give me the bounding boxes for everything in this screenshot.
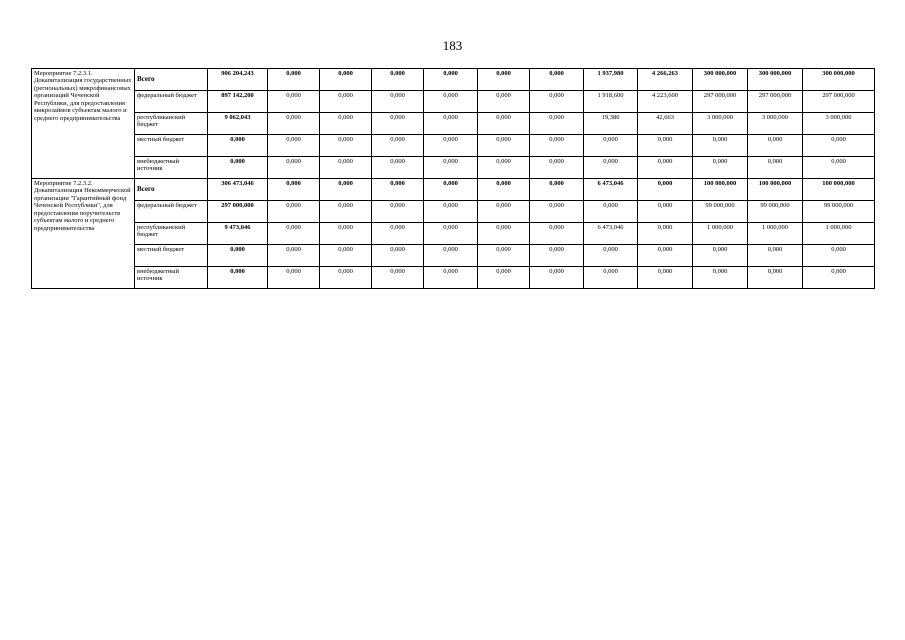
value-cell: 0,000 — [638, 201, 693, 223]
value-cell: 0,000 — [748, 135, 803, 157]
total-value-cell: 906 204,243 — [208, 69, 268, 91]
funding-source-cell: республиканский бюджет — [135, 113, 208, 135]
value-cell: 0,000 — [638, 245, 693, 267]
value-cell: 0,000 — [478, 201, 530, 223]
value-cell: 0,000 — [372, 113, 424, 135]
value-cell: 0,000 — [320, 179, 372, 201]
funding-source-cell: Всего — [135, 69, 208, 91]
value-cell: 0,000 — [268, 135, 320, 157]
value-cell: 0,000 — [320, 69, 372, 91]
value-cell: 1 937,980 — [584, 69, 638, 91]
value-cell: 0,000 — [424, 245, 478, 267]
value-cell: 0,000 — [372, 135, 424, 157]
table-row — [32, 201, 875, 223]
value-cell: 99 000,000 — [803, 201, 875, 223]
table-row — [32, 267, 875, 289]
value-cell: 1 918,600 — [584, 91, 638, 113]
value-cell: 0,000 — [268, 201, 320, 223]
value-cell: 0,000 — [530, 245, 584, 267]
value-cell: 0,000 — [478, 91, 530, 113]
value-cell: 100 000,000 — [803, 179, 875, 201]
value-cell: 0,000 — [478, 179, 530, 201]
value-cell: 0,000 — [748, 245, 803, 267]
total-value-cell: 9 473,046 — [208, 223, 268, 245]
value-cell: 0,000 — [320, 135, 372, 157]
value-cell: 6 473,046 — [584, 223, 638, 245]
value-cell: 0,000 — [424, 223, 478, 245]
value-cell: 0,000 — [748, 157, 803, 179]
value-cell: 0,000 — [372, 267, 424, 289]
table-body — [32, 69, 875, 289]
value-cell: 0,000 — [478, 113, 530, 135]
value-cell: 300 000,000 — [693, 69, 748, 91]
value-cell: 0,000 — [584, 201, 638, 223]
value-cell: 0,000 — [803, 245, 875, 267]
value-cell: 0,000 — [320, 223, 372, 245]
funding-source-cell: Всего — [135, 179, 208, 201]
value-cell: 297 000,000 — [803, 91, 875, 113]
value-cell: 0,000 — [584, 135, 638, 157]
value-cell: 0,000 — [372, 91, 424, 113]
value-cell: 99 000,000 — [693, 201, 748, 223]
value-cell: 0,000 — [584, 245, 638, 267]
value-cell: 0,000 — [803, 135, 875, 157]
value-cell: 19,380 — [584, 113, 638, 135]
value-cell: 0,000 — [693, 157, 748, 179]
value-cell: 0,000 — [424, 69, 478, 91]
value-cell: 0,000 — [478, 69, 530, 91]
value-cell: 0,000 — [584, 157, 638, 179]
total-value-cell: 0,000 — [208, 157, 268, 179]
value-cell: 0,000 — [693, 245, 748, 267]
funding-source-cell: внебюджетный источник — [135, 157, 208, 179]
table-row — [32, 69, 875, 91]
value-cell: 0,000 — [478, 223, 530, 245]
value-cell: 1 000,000 — [693, 223, 748, 245]
value-cell: 0,000 — [693, 267, 748, 289]
funding-source-cell: местный бюджет — [135, 135, 208, 157]
total-value-cell: 0,000 — [208, 267, 268, 289]
funding-source-cell: местный бюджет — [135, 245, 208, 267]
table-row — [32, 179, 875, 201]
value-cell: 4 266,263 — [638, 69, 693, 91]
funding-source-cell: федеральный бюджет — [135, 91, 208, 113]
value-cell: 0,000 — [530, 135, 584, 157]
table-row — [32, 245, 875, 267]
value-cell: 300 000,000 — [803, 69, 875, 91]
value-cell: 3 000,000 — [803, 113, 875, 135]
table-row — [32, 91, 875, 113]
funding-source-cell: внебюджетный источник — [135, 267, 208, 289]
value-cell: 0,000 — [530, 91, 584, 113]
event-title-cell: Мероприятие 7.2.3.1. Докапитализация государственных (региональных) микрофинансовых организаций Чеченской Республики, для предоставления микрозаймов субъектам малого и среднего предпринимательства — [32, 69, 135, 179]
value-cell: 0,000 — [424, 267, 478, 289]
value-cell: 0,000 — [320, 113, 372, 135]
value-cell: 0,000 — [638, 267, 693, 289]
value-cell: 1 000,000 — [748, 223, 803, 245]
value-cell: 0,000 — [424, 91, 478, 113]
value-cell: 0,000 — [320, 157, 372, 179]
value-cell: 300 000,000 — [748, 69, 803, 91]
value-cell: 0,000 — [268, 267, 320, 289]
value-cell: 0,000 — [530, 267, 584, 289]
value-cell: 0,000 — [530, 179, 584, 201]
total-value-cell: 0,000 — [208, 245, 268, 267]
value-cell: 0,000 — [268, 245, 320, 267]
value-cell: 0,000 — [268, 113, 320, 135]
table-row — [32, 135, 875, 157]
funding-source-cell: республиканский бюджет — [135, 223, 208, 245]
value-cell: 0,000 — [320, 267, 372, 289]
value-cell: 0,000 — [530, 223, 584, 245]
value-cell: 0,000 — [478, 157, 530, 179]
value-cell: 3 000,000 — [748, 113, 803, 135]
value-cell: 0,000 — [320, 201, 372, 223]
value-cell: 0,000 — [584, 267, 638, 289]
value-cell: 100 000,000 — [748, 179, 803, 201]
value-cell: 0,000 — [372, 201, 424, 223]
value-cell: 0,000 — [530, 201, 584, 223]
value-cell: 0,000 — [372, 157, 424, 179]
value-cell: 297 000,000 — [748, 91, 803, 113]
value-cell: 0,000 — [748, 267, 803, 289]
value-cell: 0,000 — [268, 91, 320, 113]
value-cell: 3 000,000 — [693, 113, 748, 135]
value-cell: 1 000,000 — [803, 223, 875, 245]
total-value-cell: 306 473,046 — [208, 179, 268, 201]
table-row — [32, 113, 875, 135]
total-value-cell: 297 000,000 — [208, 201, 268, 223]
value-cell: 0,000 — [638, 157, 693, 179]
value-cell: 0,000 — [372, 69, 424, 91]
event-title-cell: Мероприятие 7.2.3.2. Докапитализация Некоммерческой организации "Гарантийный фонд Чеченской Республики", для предоставления поручительств субъектам малого и среднего предпринимательства — [32, 179, 135, 289]
value-cell: 0,000 — [803, 157, 875, 179]
value-cell: 0,000 — [638, 179, 693, 201]
value-cell: 4 223,600 — [638, 91, 693, 113]
funding-source-cell: федеральный бюджет — [135, 201, 208, 223]
value-cell: 100 000,000 — [693, 179, 748, 201]
value-cell: 0,000 — [693, 135, 748, 157]
value-cell: 0,000 — [320, 245, 372, 267]
table-row — [32, 157, 875, 179]
total-value-cell: 897 142,200 — [208, 91, 268, 113]
value-cell: 0,000 — [424, 113, 478, 135]
value-cell: 0,000 — [268, 223, 320, 245]
value-cell: 0,000 — [638, 223, 693, 245]
table-row — [32, 223, 875, 245]
value-cell: 0,000 — [530, 113, 584, 135]
value-cell: 0,000 — [530, 69, 584, 91]
value-cell: 0,000 — [424, 135, 478, 157]
value-cell: 0,000 — [320, 91, 372, 113]
total-value-cell: 9 062,043 — [208, 113, 268, 135]
value-cell: 0,000 — [372, 223, 424, 245]
total-value-cell: 0,000 — [208, 135, 268, 157]
value-cell: 0,000 — [803, 267, 875, 289]
value-cell: 99 000,000 — [748, 201, 803, 223]
value-cell: 0,000 — [268, 157, 320, 179]
value-cell: 0,000 — [530, 157, 584, 179]
value-cell: 0,000 — [478, 245, 530, 267]
value-cell: 0,000 — [268, 179, 320, 201]
value-cell: 0,000 — [478, 267, 530, 289]
value-cell: 0,000 — [424, 179, 478, 201]
value-cell: 0,000 — [478, 135, 530, 157]
value-cell: 0,000 — [638, 135, 693, 157]
value-cell: 0,000 — [424, 201, 478, 223]
budget-table — [31, 68, 875, 289]
value-cell: 0,000 — [372, 179, 424, 201]
page-number: 183 — [442, 38, 463, 53]
value-cell: 6 473,046 — [584, 179, 638, 201]
value-cell: 0,000 — [424, 157, 478, 179]
value-cell: 297 000,000 — [693, 91, 748, 113]
value-cell: 0,000 — [268, 69, 320, 91]
value-cell: 0,000 — [372, 245, 424, 267]
value-cell: 42,663 — [638, 113, 693, 135]
